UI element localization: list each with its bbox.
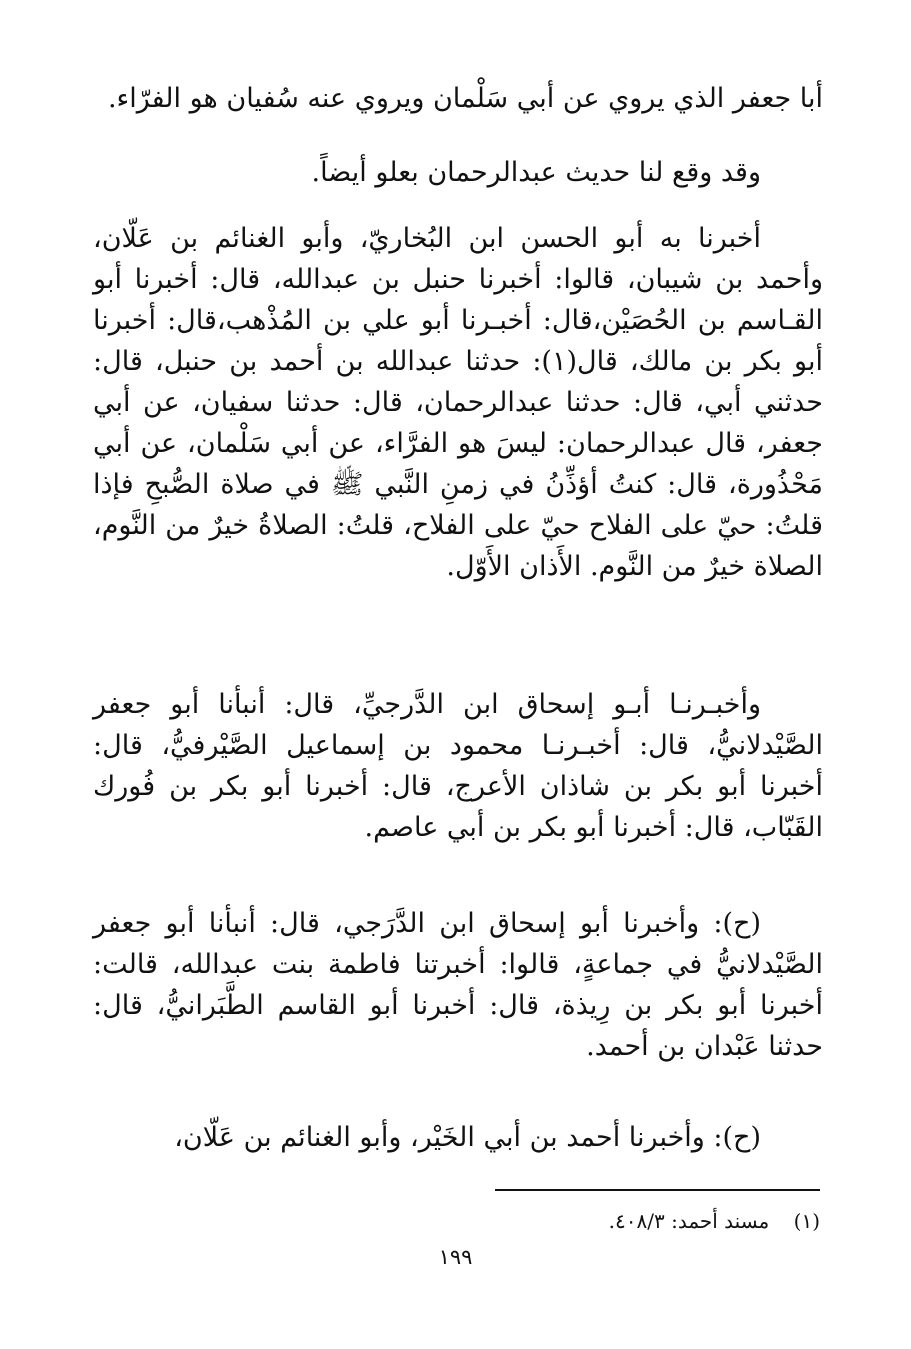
footnote — [495, 1207, 820, 1235]
footnote-text: مسند أحمد: ٤٠٨/٣. — [608, 1209, 770, 1233]
paragraph-3: أخبرنا به أبو الحسن ابن البُخاريّ، وأبو الغنائم بن عَلّان، وأحمد بن شيبان، قالوا: أخبرنا حنبل بن عبدالله، قال: أخبرنا أبو القـاسم بن الحُصَيْن،قال: أخبـرنا أبو علي بن المُذْهب،قال: أخبرنا أبو بكر بن مالك، قال(١): حدثنا عبدالله بن أحمد بن حنبل، قال: حدثني أبي، قال: حدثنا عبدالرحمان، قال: حدثنا سفيان، عن أبي جعفر، قال عبدالرحمان: ليسَ هو الفرَّاء، عن أبي سَلْمان، عن أبي مَحْذُورة، قال: كنتُ أؤذِّنُ في زمنِ النَّبي ﷺ في صلاة الصُّبحِ فإذا قلتُ: حيّ على الفلاح حيّ على الفلاح، قلتُ: الصلاةُ خيرٌ من النَّوم، الصلاة خيرٌ من النَّوم. الأَذان الأَوّل. — [93, 223, 823, 582]
page-number: ١٩٩ — [438, 1245, 473, 1269]
paragraph-1: أبا جعفر الذي يروي عن أبي سَلْمان ويروي عنه سُفيان هو الفرّاء. — [107, 83, 823, 114]
paragraph-5: (ح): وأخبرنا أبو إسحاق ابن الدَّرَجي، قال: أنبأنا أبو جعفر الصَّيْدلانيُّ في جماعةٍ، قالوا: أخبرتنا فاطمة بنت عبدالله، قالت: أخبرنا أبو بكر بن رِيذة، قال: أخبرنا أبو القاسم الطَّبَرانيُّ، قال: حدثنا عَبْدان بن أحمد. — [93, 908, 823, 1062]
paragraph-4: وأخبـرنـا أبـو إسحاق ابن الدَّرجيِّ، قال: أنبأنا أبو جعفر الصَّيْدلانيُّ، قال: أخبـرنـا محمود بن إسماعيل الصَّيْرفيُّ، قال: أخبرنا أبو بكر بن شاذان الأعرج، قال: أخبرنا أبو بكر بن فُورك القَبّاب، قال: أخبرنا أبو بكر بن أبي عاصم. — [93, 689, 823, 843]
paragraph-6: (ح): وأخبرنا أحمد بن أبي الخَيْر، وأبو الغنائم بن عَلّان، — [174, 1122, 761, 1153]
footnote-divider — [495, 1189, 820, 1191]
paragraph-2: وقد وقع لنا حديث عبدالرحمان بعلو أيضاً. — [311, 157, 761, 188]
footnote-marker: (١) — [793, 1209, 820, 1233]
